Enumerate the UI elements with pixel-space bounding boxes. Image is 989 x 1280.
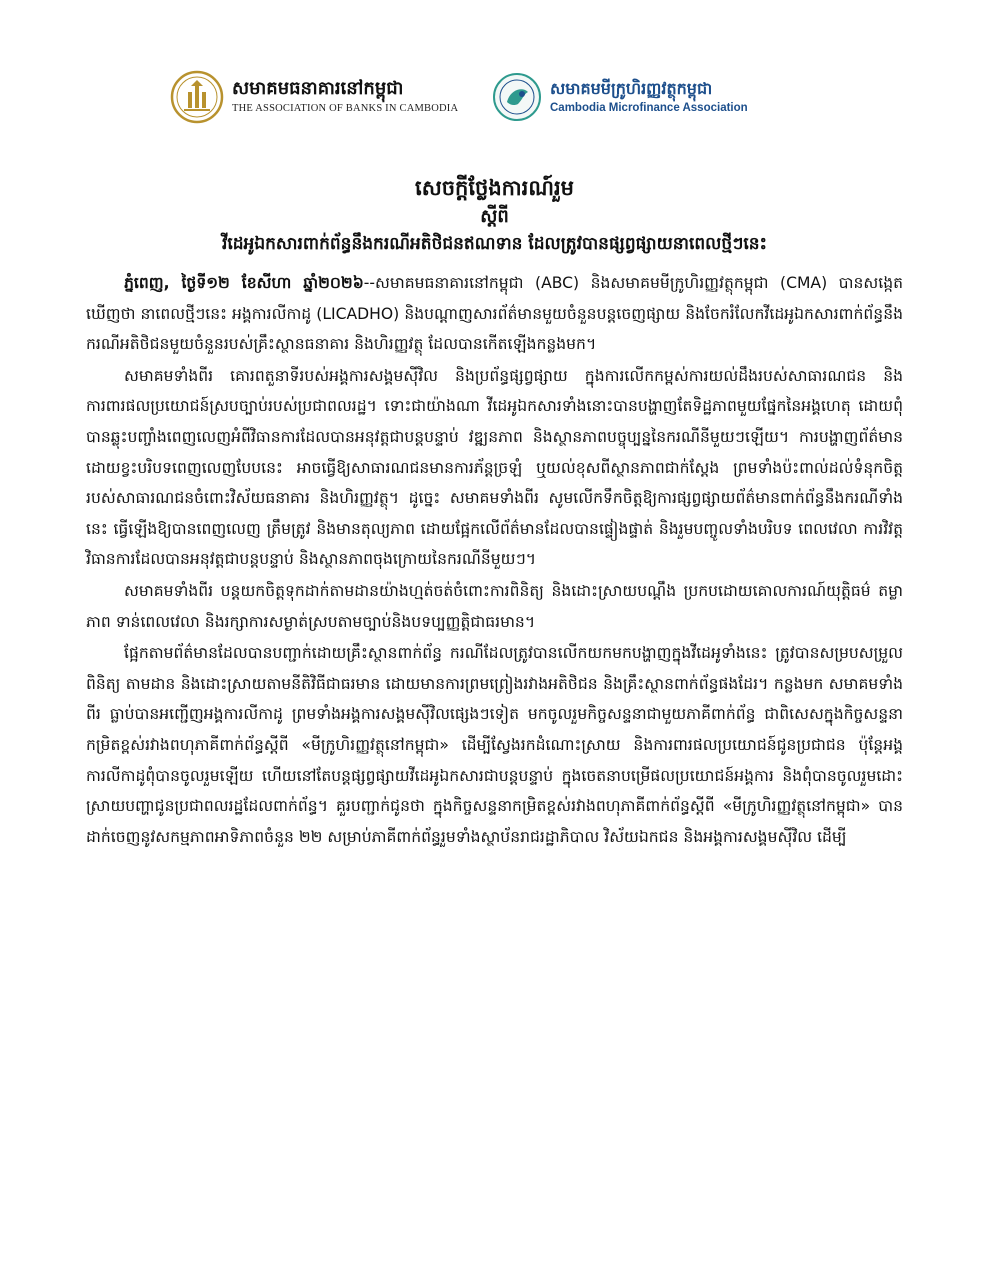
- header-logos: [170, 62, 790, 132]
- statement-about-label: ស្តីពី: [480, 206, 509, 227]
- cma-name-khmer: សមាគមមីក្រូហិរញ្ញវត្ថុកម្ពុជា: [550, 79, 713, 98]
- paragraph-3: សមាគមទាំងពីរ បន្តយកចិត្តទុកដាក់តាមដានយ៉ាងហ្មត់ចត់ចំពោះការពិនិត្យ និងដោះស្រាយបណ្តឹង ប្រកបដោយគោលការណ៍យុត្តិធម៌ តម្លាភាព ទាន់ពេលវេលា និងរក្សាការសម្ងាត់ស្របតាមច្បាប់និងបទប្បញ្ញត្តិជាធរមាន។: [86, 581, 903, 631]
- cma-logo: [492, 72, 748, 122]
- abc-seal-icon: [170, 70, 224, 124]
- statement-body: [86, 268, 903, 853]
- abc-name-english: THE ASSOCIATION OF BANKS IN CAMBODIA: [232, 103, 459, 114]
- abc-logo: [170, 70, 470, 124]
- dateline: ភ្នំពេញ, ថ្ងៃទី១២ ខែសីហា ឆ្នាំ២០២៦: [124, 274, 364, 292]
- paragraph-4: ផ្អែកតាមព័ត៌មានដែលបានបញ្ជាក់ដោយគ្រឹះស្ថានពាក់ព័ន្ធ ករណីដែលត្រូវបានលើកយកមកបង្ហាញក្នុងវីដេអូទាំងនេះ ត្រូវបានសម្របសម្រួល ពិនិត្យ តាមដាន និងដោះស្រាយតាមនីតិវិធីជាធរមាន ដោយមានការព្រមព្រៀងរវាងអតិថិជន និងគ្រឹះស្ថានពាក់ព័ន្ធផងដែរ។ កន្លងមក សមាគមទាំងពីរ ធ្លាប់បានអញ្ជើញអង្គការលីកាដូ ព្រមទាំងអង្គការសង្គមស៊ីវិលផ្សេងៗទៀត មកចូលរួមកិច្ចសន្ទនាជាមួយភាគីពាក់ព័ន្ធ ជាពិសេសក្នុងកិច្ចសន្ទនាកម្រិតខ្ពស់រវាងពហុភាគីពាក់ព័ន្ធស្តីពី «មីក្រូហិរញ្ញវត្ថុនៅកម្ពុជា» ដើម្បីស្វែងរកដំណោះស្រាយ និងការពារផលប្រយោជន៍ជូនប្រជាជន ប៉ុន្តែអង្គការលីកាដូពុំបានចូលរួមឡើយ ហើយនៅតែបន្តផ្សព្វផ្សាយវីដេអូឯកសារជាបន្តបន្ទាប់ ក្នុងចេតនាបម្រើផលប្រយោជន៍អង្គការ និងពុំបានចូលរួមដោះស្រាយបញ្ហាជូនប្រជាពលរដ្ឋដែលពាក់ព័ន្ធ។ គួរបញ្ជាក់ជូនថា ក្នុងកិច្ចសន្ទនាកម្រិតខ្ពស់រវាងពហុភាគីពាក់ព័ន្ធស្តីពី «មីក្រូហិរញ្ញវត្ថុនៅកម្ពុជា» បានដាក់ចេញនូវសកម្មភាពអាទិភាពចំនួន ២២ សម្រាប់ភាគីពាក់ព័ន្ធរួមទាំងស្ថាប័នរាជរដ្ឋាភិបាល វិស័យឯកជន និងអង្គការសង្គមស៊ីវិល ដើម្បី: [86, 644, 903, 846]
- cma-name-english: Cambodia Microfinance Association: [550, 102, 748, 114]
- statement-title: សេចក្តីថ្លែងការណ៍រួម: [415, 176, 574, 200]
- cma-seal-icon: [492, 72, 542, 122]
- paragraph-1: [86, 268, 903, 360]
- abc-name-khmer: សមាគមធនាគារនៅកម្ពុជា: [232, 78, 404, 99]
- statement-title-block: [86, 172, 903, 258]
- statement-subject: វីដេអូឯកសារពាក់ព័ន្ធនឹងករណីអតិថិជនឥណទាន ដែលត្រូវបានផ្សព្វផ្សាយនាពេលថ្មីៗនេះ: [221, 234, 768, 254]
- paragraph-1-text: --សមាគមធនាគារនៅកម្ពុជា (ABC) និងសមាគមមីក្រូហិរញ្ញវត្ថុកម្ពុជា (CMA) បានសង្កេតឃើញថា នាពេលថ្មីៗនេះ អង្គការលីកាដូ (LICADHO) និងបណ្តាញសារព័ត៌មានមួយចំនួនបន្តចេញផ្សាយ និងចែករំលែកវីដេអូឯកសារពាក់ព័ន្ធនឹងករណីអតិថិជនមួយចំនួនរបស់គ្រឹះស្ថានធនាគារ និងហិរញ្ញវត្ថុ ដែលបានកើតឡើងកន្លងមក។: [86, 274, 903, 354]
- paragraph-2: សមាគមទាំងពីរ គោរពតួនាទីរបស់អង្គការសង្គមស៊ីវិល និងប្រព័ន្ធផ្សព្វផ្សាយ ក្នុងការលើកកម្ពស់ការយល់ដឹងរបស់សាធារណជន និងការពារផលប្រយោជន៍ស្របច្បាប់របស់ប្រជាពលរដ្ឋ។ ទោះជាយ៉ាងណា វីដេអូឯកសារទាំងនោះបានបង្ហាញតែទិដ្ឋភាពមួយផ្នែកនៃអង្គហេតុ ដោយពុំបានឆ្លុះបញ្ចាំងពេញលេញអំពីវិធានការដែលបានអនុវត្តជាបន្តបន្ទាប់ វឌ្ឍនភាព និងស្ថានភាពបច្ចុប្បន្ននៃករណីនីមួយៗឡើយ។ ការបង្ហាញព័ត៌មានដោយខ្វះបរិបទពេញលេញបែបនេះ អាចធ្វើឱ្យសាធារណជនមានការភ័ន្តច្រឡំ ឬយល់ខុសពីស្ថានភាពជាក់ស្តែង ព្រមទាំងប៉ះពាល់ដល់ទំនុកចិត្តរបស់សាធារណជនចំពោះវិស័យធនាគារ និងហិរញ្ញវត្ថុ។ ដូច្នេះ សមាគមទាំងពីរ សូមលើកទឹកចិត្តឱ្យការផ្សព្វផ្សាយព័ត៌មានពាក់ព័ន្ធនឹងករណីទាំងនេះ ធ្វើឡើងឱ្យបានពេញលេញ ត្រឹមត្រូវ និងមានតុល្យភាព ដោយផ្អែកលើព័ត៌មានដែលបានផ្ទៀងផ្ទាត់ និងរួមបញ្ចូលទាំងបរិបទ ពេលវេលា ការវិវត្ត វិធានការដែលបានអនុវត្តជាបន្តបន្ទាប់ និងស្ថានភាពចុងក្រោយនៃករណីនីមួយៗ។: [86, 366, 903, 569]
